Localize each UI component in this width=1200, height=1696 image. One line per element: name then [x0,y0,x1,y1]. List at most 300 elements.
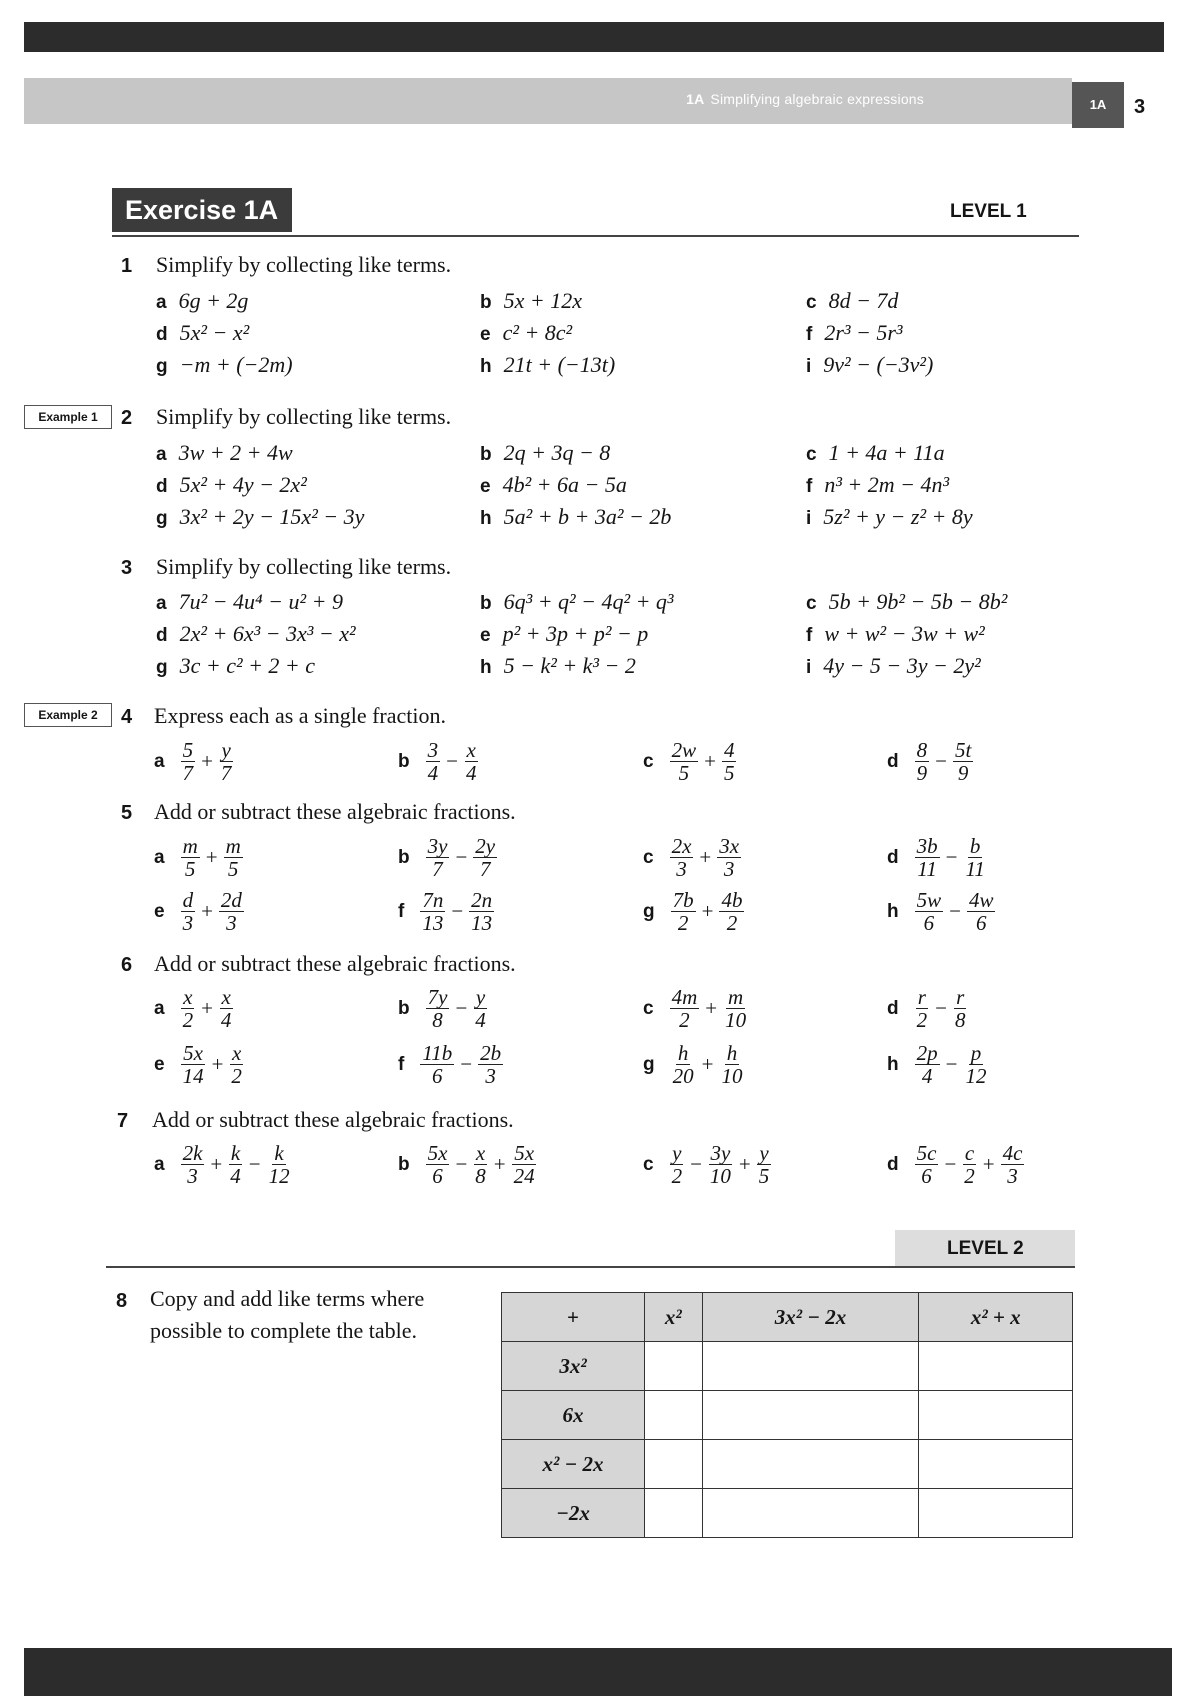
item-label: a [154,1153,165,1175]
numerator: 3x [719,834,740,858]
denominator: 2 [231,1064,242,1089]
numerator: p [970,1041,982,1065]
table-corner: + [502,1293,645,1342]
divider [106,1266,1075,1268]
operator: − [945,845,958,870]
q6-item [154,986,235,1031]
fraction [717,835,741,880]
empty-cell[interactable] [702,1391,919,1440]
numerator: 7b [672,888,694,912]
q6-item [154,1042,246,1087]
fraction [219,739,234,784]
numerator: r [956,985,965,1009]
denominator: 6 [921,1164,932,1189]
numerator: r [917,985,926,1009]
fraction [478,1042,503,1087]
operator: + [701,1052,714,1077]
item-label: b [398,750,410,772]
question-number: 7 [117,1110,129,1132]
question-text-line2: possible to complete the table. [150,1318,417,1343]
q4-item [643,739,738,784]
denominator: 2 [964,1164,975,1189]
fraction [181,1042,206,1087]
fraction-expression [668,986,751,1031]
operator: + [704,749,716,774]
fraction [915,835,940,880]
denominator: 5 [678,761,690,786]
denominator: 6 [923,911,935,936]
q2-item-b: b 2q + 3q − 8 [480,440,611,465]
fraction-expression [668,1142,774,1187]
denominator: 14 [182,1064,204,1089]
empty-cell[interactable] [702,1440,919,1489]
fraction [426,1142,450,1187]
fraction [512,1142,537,1187]
denominator: 11 [917,857,937,882]
q7-item [887,1142,1026,1187]
exercise-title: Exercise 1A [112,188,292,232]
item-label: c [643,997,654,1019]
fraction [953,739,973,784]
q5-item [887,889,997,934]
q2-item-d: d 5x² + 4y − 2x² [156,472,307,497]
page-number: 3 [1134,96,1146,118]
empty-cell[interactable] [919,1342,1073,1391]
numerator: 11b [422,1041,453,1065]
q2-item-h: h 5a² + b + 3a² − 2b [480,504,672,529]
fraction-expression [668,739,739,784]
denominator: 8 [475,1164,486,1189]
q3-item-e: e p² + 3p + p² − p [480,621,649,646]
numerator: 4b [721,888,743,912]
level-1-label: LEVEL 1 [950,201,1027,222]
bottom-dark-bar [24,1648,1172,1696]
item-label: b [398,1153,410,1175]
table-row [502,1342,1073,1391]
q3-item-c: c 5b + 9b² − 5b − 8b² [806,589,1008,614]
denominator: 2 [726,911,738,936]
denominator: 4 [220,1008,232,1033]
numerator: x [183,985,193,1009]
denominator: 6 [975,911,987,936]
fraction [420,889,445,934]
denominator: 4 [427,761,439,786]
fraction-expression [913,835,989,880]
denominator: 4 [230,1164,241,1189]
denominator: 2 [671,1164,683,1189]
q2-item-a: a 3w + 2 + 4w [156,440,293,465]
operator: − [949,899,961,924]
denominator: 4 [921,1064,933,1089]
fraction [228,1142,243,1187]
fraction [708,1142,733,1187]
item-label: b [398,846,410,868]
operator: + [201,899,213,924]
denominator: 7 [432,857,443,882]
operator: − [455,845,468,870]
denominator: 7 [182,761,194,786]
numerator: 2d [220,888,242,912]
column-header: 3x² − 2x [702,1293,919,1342]
fraction [426,739,441,784]
table-row [502,1489,1073,1538]
empty-cell[interactable] [919,1440,1073,1489]
empty-cell[interactable] [645,1391,703,1440]
q4-item [398,739,480,784]
fraction [967,889,996,934]
numerator: 4c [1002,1141,1023,1165]
fraction [181,889,196,934]
q1-item-b: b 5x + 12x [480,288,582,313]
section-logo: 1A [1072,82,1124,128]
table-header-row [502,1293,1073,1342]
q1-item-h: h 21t + (−13t) [480,352,616,377]
q6-item [398,1042,505,1087]
q5-item [887,835,989,880]
fraction-expression [179,739,236,784]
operator: − [690,1152,702,1177]
numerator: 5 [182,738,194,762]
denominator: 12 [965,1064,987,1089]
numerator: c [964,1141,975,1165]
question-number: 8 [116,1290,128,1312]
fraction [670,1142,685,1187]
section-title: 1A Simplifying algebraic expressions [686,91,924,107]
denominator: 2 [916,1008,928,1033]
fraction-expression [418,889,496,934]
q7-item [398,1142,539,1187]
item-label: d [887,846,899,868]
numerator: k [230,1141,241,1165]
top-dark-bar [24,22,1164,52]
q5-item [398,835,499,880]
denominator: 6 [432,1064,443,1089]
fraction-expression [669,1042,747,1087]
item-label: d [887,1153,899,1175]
numerator: y [221,738,231,762]
q5-item [398,889,496,934]
table-row [502,1440,1073,1489]
item-label: f [398,1053,405,1075]
denominator: 8 [954,1008,966,1033]
question-text-line1: Copy and add like terms where [150,1286,425,1311]
table-row [502,1391,1073,1440]
fraction [953,986,968,1031]
item-label: h [887,1053,899,1075]
fraction-expression [179,889,246,934]
fraction [267,1142,292,1187]
numerator: 3 [427,738,439,762]
operator: − [944,1152,957,1177]
fraction-expression [424,986,490,1031]
numerator: y [475,985,486,1009]
question-number: 3 [121,557,133,579]
row-header: −2x [502,1489,645,1538]
fraction [670,986,700,1031]
operator: + [201,996,213,1021]
q2-item-e: e 4b² + 6a − 5a [480,472,627,497]
denominator: 7 [479,857,491,882]
denominator: 10 [721,1064,743,1089]
denominator: 3 [485,1064,496,1089]
fraction-expression [913,1042,991,1087]
denominator: 6 [432,1164,443,1189]
row-header: 3x² [502,1342,645,1391]
numerator: 2x [671,834,692,858]
column-header: x² [645,1293,703,1342]
denominator: 11 [965,857,985,882]
fraction [181,739,196,784]
operator: − [451,899,464,924]
q1-item-g: g −m + (−2m) [156,352,293,377]
item-label: a [154,750,165,772]
item-label: d [887,750,899,772]
fraction [719,889,744,934]
fraction [219,889,244,934]
question-number: 4 [121,706,133,728]
item-label: c [643,1153,654,1175]
q1-item-a: a 6g + 2g [156,288,249,313]
q2-item-f: f n³ + 2m − 4n³ [806,472,950,497]
denominator: 20 [672,1064,694,1089]
q1-item-e: e c² + 8c² [480,320,573,345]
numerator: 8 [916,738,928,762]
denominator: 13 [471,911,493,936]
empty-cell[interactable] [645,1489,703,1538]
numerator: 7y [427,985,448,1009]
denominator: 7 [220,761,232,786]
fraction [473,986,488,1031]
running-header [24,78,1072,124]
q1-item-f: f 2r³ − 5r³ [806,320,903,345]
denominator: 3 [182,911,194,936]
fraction [473,835,497,880]
numerator: 5c [916,1141,937,1165]
fraction [722,739,737,784]
row-header: 6x [502,1391,645,1440]
item-label: f [398,900,405,922]
fraction-expression [424,739,481,784]
fraction-expression [913,889,998,934]
fraction [963,1042,988,1087]
operator: + [982,1152,995,1177]
q4-item [887,739,975,784]
q6-item [887,986,969,1031]
q6-item [398,986,490,1031]
empty-cell[interactable] [702,1342,919,1391]
numerator: 5x [183,1041,203,1065]
addition-table [501,1292,1073,1538]
level-2-label: LEVEL 2 [895,1230,1075,1268]
numerator: m [182,834,198,858]
numerator: x [221,985,231,1009]
fraction [181,835,200,880]
q5-item [643,889,746,934]
empty-cell[interactable] [645,1440,703,1489]
numerator: 5x [427,1141,448,1165]
question-text: Simplify by collecting like terms. [156,554,452,579]
fraction [670,739,699,784]
question-text: Simplify by collecting like terms. [156,404,452,429]
denominator: 8 [432,1008,443,1033]
numerator: k [274,1141,284,1165]
fraction [426,835,450,880]
operator: − [935,749,947,774]
question-number: 6 [121,954,133,976]
denominator: 4 [475,1008,486,1033]
fraction [915,1142,939,1187]
numerator: 2y [475,834,496,858]
item-label: e [154,900,165,922]
fraction [473,1142,488,1187]
q1-item-c: c 8d − 7d [806,288,899,313]
q6-item [643,1042,746,1087]
numerator: m [728,985,744,1009]
numerator: y [672,1141,682,1165]
q5-item [643,835,743,880]
q3-item-b: b 6q³ + q² − 4q² + q³ [480,589,674,614]
q1-item-d: d 5x² − x² [156,320,250,345]
example-1-tag[interactable]: Example 1 [24,405,112,429]
fraction-expression [424,835,500,880]
example-2-tag[interactable]: Example 2 [24,703,112,727]
fraction [915,986,930,1031]
item-label: h [887,900,899,922]
empty-cell[interactable] [919,1391,1073,1440]
operator: + [201,749,213,774]
operator: + [211,1052,224,1077]
fraction [915,739,930,784]
q5-item [154,835,245,880]
numerator: 4m [671,985,698,1009]
denominator: 2 [677,911,689,936]
question-number: 1 [121,255,133,277]
fraction [719,1042,744,1087]
numerator: 4w [968,888,994,912]
numerator: d [182,888,194,912]
numerator: h [677,1041,689,1065]
fraction-expression [913,1142,1027,1187]
operator: + [701,899,714,924]
denominator: 10 [709,1164,731,1189]
q1-item-i: i 9v² − (−3v²) [806,352,934,377]
q3-item-d: d 2x² + 6x³ − 3x³ − x² [156,621,356,646]
question-text: Add or subtract these algebraic fractions. [152,1107,514,1132]
operator: − [455,1152,468,1177]
denominator: 9 [957,761,969,786]
question-number: 2 [121,407,133,429]
numerator: 5x [514,1141,535,1165]
empty-cell[interactable] [702,1489,919,1538]
item-label: d [887,997,899,1019]
numerator: x [475,1141,486,1165]
fraction [1001,1142,1025,1187]
operator: − [945,1052,958,1077]
q4-item [154,739,235,784]
denominator: 10 [725,1008,747,1033]
denominator: 5 [723,761,735,786]
fraction [464,739,479,784]
operator: − [446,749,458,774]
empty-cell[interactable] [645,1342,703,1391]
question-text: Express each as a single fraction. [154,703,446,728]
q2-item-i: i 5z² + y − z² + 8y [806,504,973,529]
numerator: m [225,834,241,858]
q3-item-g: g 3c + c² + 2 + c [156,653,316,678]
fraction-expression [913,986,970,1031]
fraction [229,1042,244,1087]
question-text: Simplify by collecting like terms. [156,252,452,277]
item-label: g [643,1053,655,1075]
denominator: 5 [758,1164,770,1189]
numerator: x [466,738,476,762]
numerator: 3y [427,834,448,858]
fraction-expression [179,1142,294,1187]
fraction [963,835,986,880]
q7-item [154,1142,294,1187]
operator: − [455,996,468,1021]
item-label: c [643,846,654,868]
numerator: 3y [710,1141,731,1165]
item-label: g [643,900,655,922]
fraction [420,1042,454,1087]
question-text: Add or subtract these algebraic fractions. [154,951,516,976]
question-number: 5 [121,802,133,824]
denominator: 3 [723,857,735,882]
column-header: x² + x [919,1293,1073,1342]
fraction-expression [669,889,747,934]
numerator: 2k [182,1141,203,1165]
denominator: 5 [184,857,196,882]
denominator: 3 [1007,1164,1018,1189]
numerator: x [232,1041,242,1065]
fraction [962,1142,977,1187]
denominator: 12 [268,1164,290,1189]
fraction-expression [668,835,744,880]
fraction [426,986,450,1031]
numerator: 4 [723,738,735,762]
q2-item-c: c 1 + 4a + 11a [806,440,945,465]
operator: + [705,996,718,1021]
numerator: 3b [916,834,938,858]
denominator: 9 [916,761,928,786]
numerator: 7n [422,888,444,912]
fraction-expression [913,739,976,784]
q5-item [154,889,246,934]
item-label: a [154,997,165,1019]
numerator: h [726,1041,738,1065]
q7-item [643,1142,773,1187]
fraction [181,1142,205,1187]
denominator: 4 [465,761,477,786]
numerator: b [969,834,981,858]
operator: − [460,1052,473,1077]
item-label: a [154,846,165,868]
operator: + [205,845,218,870]
operator: − [248,1152,261,1177]
numerator: 5w [916,888,942,912]
operator: + [493,1152,506,1177]
denominator: 2 [182,1008,194,1033]
fraction [224,835,243,880]
fraction [671,1042,696,1087]
fraction [915,1042,940,1087]
empty-cell[interactable] [919,1489,1073,1538]
denominator: 3 [226,911,237,936]
item-label: b [398,997,410,1019]
fraction-expression [424,1142,539,1187]
fraction [219,986,234,1031]
